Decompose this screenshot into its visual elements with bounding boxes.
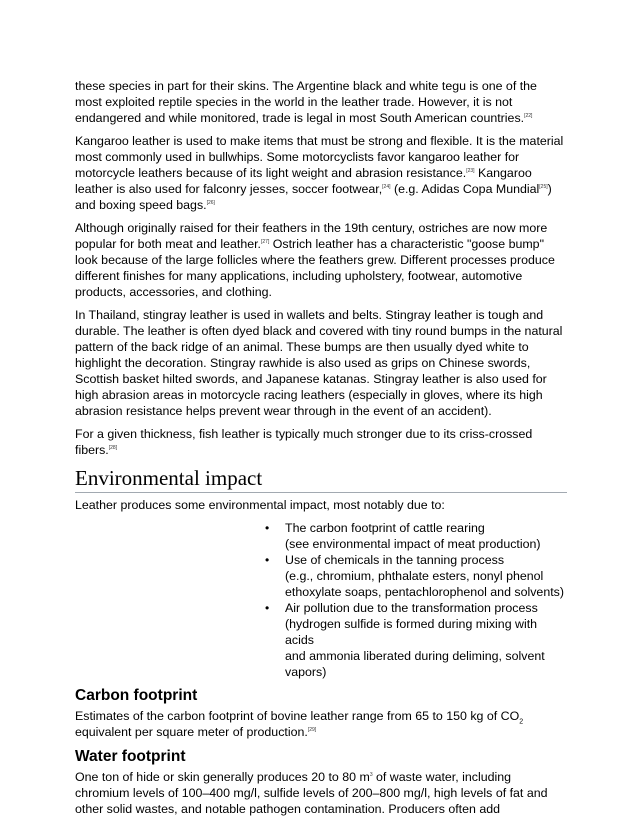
citation-link[interactable]: [25] [539,183,548,190]
citation-link[interactable]: [28] [108,444,118,451]
bullet-icon: • [265,601,270,615]
citation-link[interactable]: [22] [524,112,533,119]
paragraph-ostrich: Although originally raised for their feathers in the 19th century, ostriches are now more popular for both meat and leather.[27] Ostrich leather has a characteristic "goose bump" look because of the large follicles where the feathers grew. Different processes produce different finishes for many applications, including upholstery, footwear, automotive products, accessories, and clothing. [75,221,555,299]
list-item: • Use of chemicals in the tanning process (e.g., chromium, phthalate esters, nonyl phenol ethoxylate soaps, pentachlorophenol and solvents) [265,553,564,599]
citation-link[interactable]: [27] [261,238,270,245]
section-heading-carbon-footprint: Carbon footprint [75,687,198,704]
paragraph-stingray: In Thailand, stingray leather is used in wallets and belts. Stingray leather is tough and durable. The leather is often dyed black and covered with tiny round bumps in the natural pattern of the back ridge of an animal. These bumps are then usually dyed white to highlight the decoration. Stingray rawhide is also used as grips on Chinese swords, Scottish basket hilted swords, and Japanese katanas. Stingray leather is also used for high abrasion areas in motorcycle racing leathers (especially in gloves, where its high abrasion resistance helps prevent wear through in the event of an accident). [75,308,563,418]
list-item: • The carbon footprint of cattle rearing (see environmental impact of meat production) [265,521,541,551]
citation-link[interactable]: [26] [206,199,215,206]
subscript: 2 [519,718,524,726]
citation-link[interactable]: [24] [382,183,391,190]
citation-link[interactable]: [23] [466,167,475,174]
paragraph-carbon: Estimates of the carbon footprint of bovine leather range from 65 to 150 kg of $CO_2$ equivalent per square meter of production.[29] [75,709,524,739]
section-heading-environmental-impact: Environmental impact [75,465,567,493]
article-body [75,78,567,824]
list-item: • Air pollution due to the transformation process (hydrogen sulfide is formed during mixing with acids and ammonia liberated during deliming, solvent vapors) [265,601,545,679]
paragraph-water: One ton of hide or skin generally produces 20 to 80 $m^3$ of waste water, including chromium levels of 100–400 mg/l, sulfide levels of 200–800 mg/l, high levels of fat and other solid wastes, and notable pathogen contamination. Producers often add [75,770,548,816]
paragraph-fish-leather: For a given thickness, fish leather is typically much stronger due to its criss-crossed fibers.[28] [75,427,533,457]
superscript: 3 [369,771,373,778]
bullet-icon: • [265,553,270,567]
section-heading-water-footprint: Water footprint [75,748,186,765]
impact-list [258,520,567,680]
paragraph-kangaroo: Kangaroo leather is used to make items that must be strong and flexible. It is the material most commonly used in bullwhips. Some motorcyclists favor kangaroo leather for motorcycle leathers because of its light weight and abrasion resistance.[23] Kangaroo leather is also used for falconry jesses, soccer footwear,[24] (e.g. Adidas Copa Mundial[25]) and boxing speed bags.[26] [75,134,564,212]
paragraph-env-intro: Leather produces some environmental impact, most notably due to: [75,498,445,512]
paragraph-tegu: these species in part for their skins. The Argentine black and white tegu is one of the most exploited reptile species in the world in the leather trade. However, it is not endangered and while monitored, trade is legal in most South American countries.[22] [75,79,537,125]
citation-link[interactable]: [29] [307,726,317,733]
bullet-icon: • [265,521,270,535]
